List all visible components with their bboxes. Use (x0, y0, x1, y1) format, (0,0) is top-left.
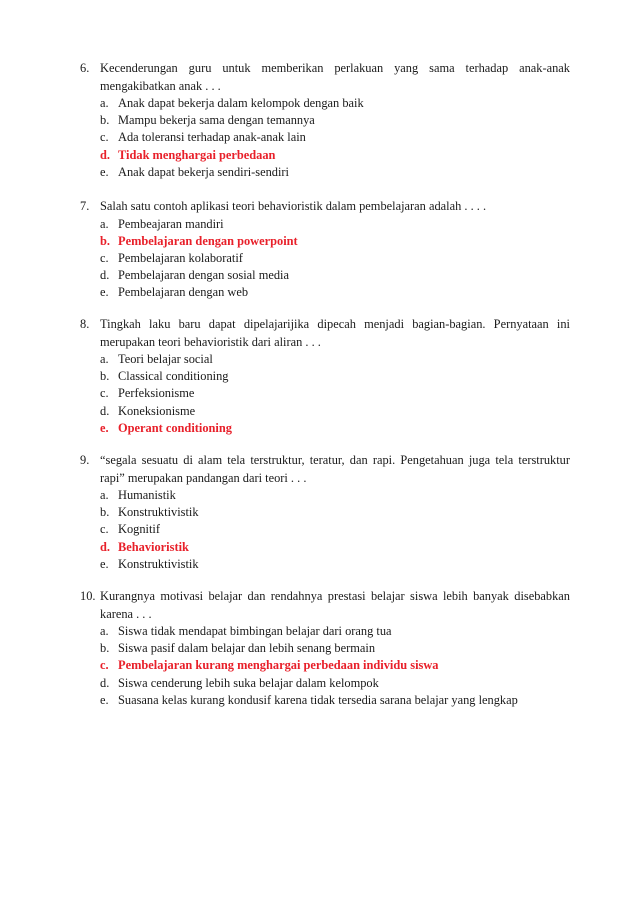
option-e-correct (100, 420, 570, 437)
option-letter: e. (100, 692, 109, 707)
option-b (100, 112, 570, 129)
option-b (100, 504, 570, 521)
option-list (100, 487, 570, 573)
option-a (100, 95, 570, 112)
option-letter: e. (100, 285, 109, 300)
option-text: Tidak menghargai perbedaan (118, 147, 276, 162)
option-c (100, 129, 570, 146)
option-text: Koneksionisme (118, 403, 196, 418)
question-stem (80, 198, 570, 216)
question-text: Tingkah laku baru dapat dipelajarijika dipecah menjadi bagian-bagian. Pernyataan ini merupakan teori behavioristik dari aliran . . . (100, 317, 570, 349)
option-text: Suasana kelas kurang kondusif karena tidak tersedia sarana belajar yang lengkap (118, 692, 518, 707)
question-number: 10. (80, 589, 96, 603)
option-letter: e. (100, 556, 109, 571)
option-b (100, 640, 570, 657)
option-letter: a. (100, 96, 109, 110)
option-c (100, 521, 570, 538)
option-letter: c. (100, 522, 109, 537)
option-e (100, 556, 570, 573)
option-letter: b. (100, 113, 110, 128)
option-letter: d. (100, 539, 110, 554)
option-letter: b. (100, 233, 110, 248)
option-text: Pembelajaran kurang menghargai perbedaan individu siswa (118, 658, 439, 673)
option-letter: d. (100, 147, 110, 162)
option-a (100, 623, 570, 640)
option-text: Mampu bekerja sama dengan temannya (118, 113, 315, 128)
question-stem (80, 316, 570, 351)
option-text: Anak dapat bekerja sendiri-sendiri (118, 164, 289, 179)
option-text: Siswa pasif dalam belajar dan lebih senang bermain (118, 641, 376, 656)
option-list (100, 351, 570, 437)
option-letter: c. (100, 250, 109, 265)
option-text: Behavioristik (118, 539, 189, 554)
question-stem (80, 452, 570, 487)
option-d (100, 403, 570, 420)
option-e (100, 284, 570, 301)
option-letter: b. (100, 369, 110, 384)
option-letter: c. (100, 130, 109, 145)
option-c (100, 385, 570, 402)
option-text: Classical conditioning (118, 369, 229, 384)
question-text: Kecenderungan guru untuk memberikan perlakuan yang sama terhadap anak-anak mengakibatkan anak . . . (100, 61, 570, 93)
option-text: Konstruktivistik (118, 556, 199, 571)
option-c (100, 250, 570, 267)
option-b-correct (100, 233, 570, 250)
option-e (100, 692, 570, 709)
option-letter: d. (100, 268, 110, 283)
question-stem (80, 60, 570, 95)
option-d (100, 267, 570, 284)
option-text: Pembelajaran dengan web (118, 285, 249, 300)
question-stem (80, 588, 570, 623)
option-list (100, 623, 570, 709)
option-letter: c. (100, 386, 109, 401)
option-a (100, 351, 570, 368)
option-letter: a. (100, 624, 109, 638)
question-8 (80, 316, 570, 437)
option-text: Konstruktivistik (118, 505, 199, 520)
option-text: Pembelajaran dengan powerpoint (118, 233, 298, 248)
option-text: Ada toleransi terhadap anak-anak lain (118, 130, 306, 145)
option-letter: d. (100, 675, 110, 690)
option-text: Siswa cenderung lebih suka belajar dalam kelompok (118, 675, 379, 690)
option-text: Operant conditioning (118, 420, 232, 435)
option-letter: c. (100, 658, 109, 673)
question-text: “segala sesuatu di alam tela terstruktur, teratur, dan rapi. Pengetahuan juga tela terstruktur rapi” merupakan pandangan dari teori . . . (100, 453, 570, 485)
option-list (100, 216, 570, 302)
option-letter: d. (100, 403, 110, 418)
option-letter: b. (100, 505, 110, 520)
option-text: Pembelajaran kolaboratif (118, 250, 243, 265)
option-letter: a. (100, 352, 109, 366)
question-number: 9. (80, 453, 90, 467)
option-c-correct (100, 657, 570, 674)
option-text: Perfeksionisme (118, 386, 195, 401)
option-letter: e. (100, 164, 109, 179)
option-letter: b. (100, 641, 110, 656)
question-9 (80, 452, 570, 573)
question-number: 7. (80, 199, 90, 213)
option-b (100, 368, 570, 385)
option-text: Pembeajaran mandiri (118, 216, 224, 231)
option-a (100, 487, 570, 504)
option-letter: a. (100, 488, 109, 502)
option-text: Pembelajaran dengan sosial media (118, 268, 290, 283)
option-letter: e. (100, 420, 109, 435)
option-d-correct (100, 539, 570, 556)
option-list (100, 95, 570, 181)
question-text: Salah satu contoh aplikasi teori behavioristik dalam pembelajaran adalah . . . . (100, 199, 487, 213)
option-text: Anak dapat bekerja dalam kelompok dengan baik (118, 96, 364, 110)
option-letter: a. (100, 216, 109, 231)
option-text: Humanistik (118, 488, 176, 502)
question-text: Kurangnya motivasi belajar dan rendahnya prestasi belajar siswa lebih banyak disebabkan karena . . . (100, 589, 570, 621)
question-10 (80, 588, 570, 709)
question-number: 6. (80, 61, 90, 75)
option-text: Teori belajar social (118, 352, 213, 366)
option-text: Kognitif (118, 522, 160, 537)
question-number: 8. (80, 317, 90, 331)
option-e (100, 164, 570, 181)
option-d-correct (100, 147, 570, 164)
option-d (100, 675, 570, 692)
question-6 (80, 60, 570, 181)
question-7 (80, 198, 570, 302)
option-text: Siswa tidak mendapat bimbingan belajar dari orang tua (118, 624, 392, 638)
option-a (100, 216, 570, 233)
